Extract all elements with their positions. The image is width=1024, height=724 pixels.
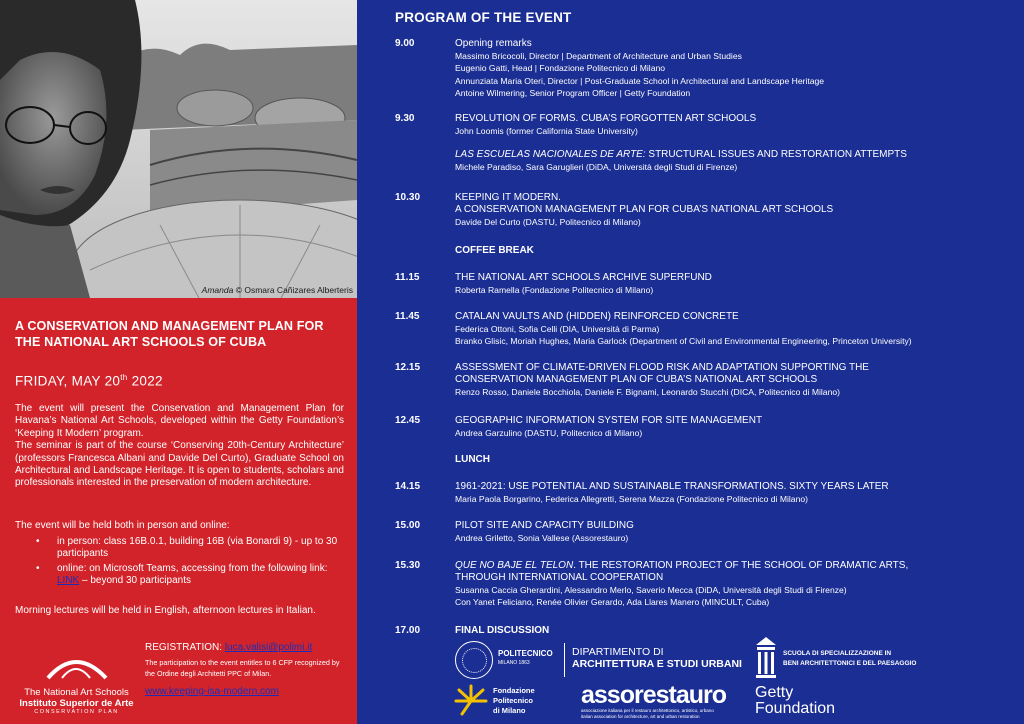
entry-time: 12.15 bbox=[395, 362, 421, 373]
coffee-break-label: COFFEE BREAK bbox=[455, 245, 534, 256]
attendance-intro: The event will be held both in person and online: bbox=[15, 520, 230, 531]
registration-email-link[interactable]: luca.valisi@polimi.it bbox=[224, 642, 313, 653]
break-content bbox=[455, 245, 1015, 257]
registration-line bbox=[145, 642, 350, 654]
teams-link[interactable]: LINK bbox=[57, 574, 80, 586]
fpm-line-2: Politecnico bbox=[493, 696, 534, 705]
fpm-line-1: Fondazione bbox=[493, 686, 535, 695]
speaker-line: Roberta Ramella (Fondazione Politecnico di Milano) bbox=[455, 285, 654, 295]
entry-heading: THROUGH INTERNATIONAL COOPERATION bbox=[455, 572, 664, 583]
assorestauro-name: assorestauro bbox=[581, 681, 727, 709]
entry-time: 12.45 bbox=[395, 415, 421, 426]
online-text-after: – beyond 30 participants bbox=[79, 574, 191, 586]
website-line bbox=[145, 686, 350, 698]
column-building-icon bbox=[754, 635, 778, 679]
entry-heading: FINAL DISCUSSION bbox=[455, 625, 550, 636]
speaker-line: Maria Paola Borgarino, Federica Allegretti, Serena Mazza (Fondazione Politecnico di Milano) bbox=[455, 494, 808, 504]
entry-time: 10.30 bbox=[395, 192, 421, 203]
event-date-suffix: th bbox=[120, 373, 128, 382]
assorestauro-tagline-it: associazione italiana per il restauro architettonico, artistico, urbano bbox=[581, 708, 714, 713]
language-note: Morning lectures will be held in English, afternoon lectures in Italian. bbox=[15, 605, 316, 616]
politecnico-name: POLITECNICO bbox=[498, 649, 553, 658]
entry-content bbox=[455, 311, 1015, 348]
speaker-line: Susanna Caccia Gherardini, Alessandro Merlo, Saverio Mecca (DiDA, Università degli Studi di Firenze) bbox=[455, 585, 847, 595]
entry-time: 11.45 bbox=[395, 311, 420, 322]
entry-heading: CONSERVATION MANAGEMENT PLAN OF CUBA’S NATIONAL ART SCHOOLS bbox=[455, 374, 818, 385]
specialization-school-name bbox=[783, 649, 916, 669]
event-date bbox=[15, 373, 163, 389]
lunch-label: LUNCH bbox=[455, 454, 490, 465]
dastu-logo bbox=[572, 646, 742, 670]
getty-line-2: Foundation bbox=[755, 700, 836, 717]
entry-heading bbox=[455, 149, 1015, 161]
entry-content bbox=[455, 113, 1015, 174]
arch-logo-icon bbox=[14, 650, 139, 680]
getty-line-1: Getty bbox=[755, 684, 794, 701]
entry-content bbox=[455, 481, 1015, 505]
speaker-line: Andrea Garzulino (DASTU, Politecnico di Milano) bbox=[455, 428, 643, 438]
entry-time: 17.00 bbox=[395, 625, 421, 636]
entry-content bbox=[455, 362, 1015, 398]
heading-rest: STRUCTURAL ISSUES AND RESTORATION ATTEMPTS bbox=[645, 149, 907, 161]
entry-content bbox=[455, 192, 1015, 228]
entry-content bbox=[455, 38, 1015, 99]
speaker-line: Annunziata Maria Oteri, Director | Post-Graduate School in Architectural and Landscape Heritage bbox=[455, 75, 825, 86]
entry-time: 9.00 bbox=[395, 38, 415, 49]
event-date-year: 2022 bbox=[127, 373, 163, 389]
politecnico-seal-icon bbox=[455, 641, 493, 679]
entry-heading: REVOLUTION OF FORMS. CUBA’S FORGOTTEN ART SCHOOLS bbox=[455, 113, 757, 124]
program-heading: PROGRAM OF THE EVENT bbox=[395, 10, 572, 25]
specialization-school-logo bbox=[754, 635, 954, 684]
attendance-item-in-person: • in person: class 16B.0.1, building 16B (via Bonardi 9) - up to 30 participants bbox=[15, 536, 345, 560]
speaker-line: Federica Ottoni, Sofia Celli (DIA, Università di Parma) bbox=[455, 324, 660, 334]
ss-line-1: SCUOLA DI SPECIALIZZAZIONE IN bbox=[783, 650, 892, 657]
speaker-line: Massimo Bricocoli, Director | Department of Architecture and Urban Studies bbox=[455, 51, 742, 61]
event-date-main: FRIDAY, MAY 20 bbox=[15, 373, 121, 389]
heading-italic: QUE NO BAJE EL TELON bbox=[455, 560, 574, 571]
speaker-line: Branko Glisic, Moriah Hughes, Maria Garlock (Department of Civil and Environmental Engineering, Princeton University) bbox=[455, 336, 912, 347]
entry-heading: Opening remarks bbox=[455, 38, 532, 49]
attendance-info bbox=[15, 520, 345, 589]
break-content bbox=[455, 454, 1015, 466]
sunburst-icon bbox=[453, 683, 489, 719]
entry-heading: ASSESSMENT OF CLIMATE-DRIVEN FLOOD RISK AND ADAPTATION SUPPORTING THE bbox=[455, 362, 869, 373]
heading-rest: . THE RESTORATION PROJECT OF THE SCHOOL OF DRAMATIC ARTS, bbox=[573, 560, 909, 571]
entry-heading: GEOGRAPHIC INFORMATION SYSTEM FOR SITE MANAGEMENT bbox=[455, 415, 763, 426]
assorestauro-logo bbox=[581, 682, 726, 720]
entry-content bbox=[455, 415, 1015, 439]
speaker-line: Michele Paradiso, Sara Garuglieri (DiDA, Università degli Studi di Firenze) bbox=[455, 162, 738, 173]
heading-italic: LAS ESCUELAS NACIONALES DE ARTE: bbox=[455, 149, 646, 161]
speaker-line: Davide Del Curto (DASTU, Politecnico di Milano) bbox=[455, 217, 641, 227]
logo-line-2: Instituto Superior de Arte bbox=[19, 698, 134, 709]
fondazione-politecnico-logo bbox=[453, 683, 535, 724]
description-paragraph: The event will present the Conservation and Management Plan for Havana’s National Art Schools, developed within the Getty Foundation’s ‘Keeping It Modern’ program. bbox=[15, 403, 344, 439]
speaker-line: Antoine Wilmering, Senior Program Officer | Getty Foundation bbox=[455, 87, 691, 98]
entry-content bbox=[455, 560, 1015, 609]
entry-time: 9.30 bbox=[395, 113, 415, 124]
politecnico-year: MILANO 1863 bbox=[498, 660, 530, 666]
speaker-line: John Loomis (former California State University) bbox=[455, 126, 638, 136]
description-paragraph: The seminar is part of the course ‘Conserving 20th-Century Architecture’ (professors Francesca Albani and Davide Del Curto), Graduate School on Architectural and Landscape Heritage. It is open to students, scholars and professionals interested in the preservation of modern architecture. bbox=[15, 440, 344, 489]
dastu-line-2: ARCHITETTURA E STUDI URBANI bbox=[572, 658, 742, 670]
event-title: A CONSERVATION AND MANAGEMENT PLAN FOR THE NATIONAL ART SCHOOLS OF CUBA bbox=[15, 319, 324, 349]
photo-caption-credit: © Osmara Cañizares Alberteris bbox=[235, 285, 353, 295]
entry-heading: KEEPING IT MODERN. bbox=[455, 192, 561, 203]
entry-time: 15.30 bbox=[395, 560, 421, 571]
entry-heading: CATALAN VAULTS AND (HIDDEN) REINFORCED CONCRETE bbox=[455, 311, 739, 322]
entry-heading: PILOT SITE AND CAPACITY BUILDING bbox=[455, 520, 634, 531]
speaker-line: Renzo Rosso, Daniele Bocchiola, Daniele F. Bignami, Leonardo Stucchi (DICA, Politecnico di Milano) bbox=[455, 387, 840, 397]
photo-illustration bbox=[0, 0, 357, 298]
entry-content bbox=[455, 272, 1015, 296]
online-text: online: on Microsoft Teams, accessing from the following link: bbox=[57, 562, 328, 574]
logo-line-3: CONSERVATION PLAN bbox=[34, 709, 119, 715]
dastu-line-1: DIPARTIMENTO DI bbox=[572, 646, 664, 658]
photo-caption bbox=[202, 285, 353, 295]
speaker-line: Andrea Griletto, Sonia Vallese (Assorestauro) bbox=[455, 533, 629, 543]
fpm-line-3: di Milano bbox=[493, 706, 526, 715]
cfp-note: The participation to the event entitles to 6 CFP recognized by the Ordine degli Architetti PPC of Milan. bbox=[145, 658, 340, 678]
entry-heading: THE NATIONAL ART SCHOOLS ARCHIVE SUPERFUND bbox=[455, 272, 712, 283]
event-description bbox=[15, 403, 344, 490]
getty-foundation-logo bbox=[755, 685, 835, 717]
assorestauro-tagline-en: italian association for architecture, art and urban restoration bbox=[581, 714, 700, 719]
entry-heading: 1961-2021: USE POTENTIAL AND SUSTAINABLE TRANSFORMATIONS. SIXTY YEARS LATER bbox=[455, 481, 889, 492]
entry-time: 15.00 bbox=[395, 520, 421, 531]
entry-heading: A CONSERVATION MANAGEMENT PLAN FOR CUBA’S NATIONAL ART SCHOOLS bbox=[455, 204, 834, 215]
fondazione-name bbox=[493, 686, 535, 716]
entry-heading bbox=[455, 560, 1015, 572]
entry-time: 14.15 bbox=[395, 481, 421, 492]
speaker-line: Con Yanet Feliciano, Renée Olivier Gerardo, Ada Llares Manero (MINCULT, Cuba) bbox=[455, 597, 770, 608]
entry-content bbox=[455, 520, 1015, 544]
logo-divider bbox=[564, 643, 565, 677]
politecnico-logo bbox=[455, 641, 563, 681]
national-art-schools-logo bbox=[14, 650, 139, 715]
attendance-item-online bbox=[15, 563, 345, 587]
program-panel bbox=[357, 0, 1024, 724]
photo-caption-title: Amanda bbox=[201, 285, 234, 295]
attendance-list bbox=[15, 536, 345, 587]
registration-block bbox=[145, 642, 350, 698]
speaker-line: Eugenio Gatti, Head | Fondazione Politecnico di Milano bbox=[455, 63, 666, 74]
logo-line-1: The National Art Schools bbox=[24, 687, 129, 698]
registration-label: REGISTRATION: bbox=[145, 642, 225, 653]
cover-photo bbox=[0, 0, 357, 298]
website-link[interactable]: www.keeping-isa-modern.com bbox=[145, 686, 279, 697]
ss-line-2: BENI ARCHITETTONICI E DEL PAESAGGIO bbox=[783, 660, 917, 667]
event-info-panel bbox=[0, 298, 357, 724]
entry-time: 11.15 bbox=[395, 272, 420, 283]
